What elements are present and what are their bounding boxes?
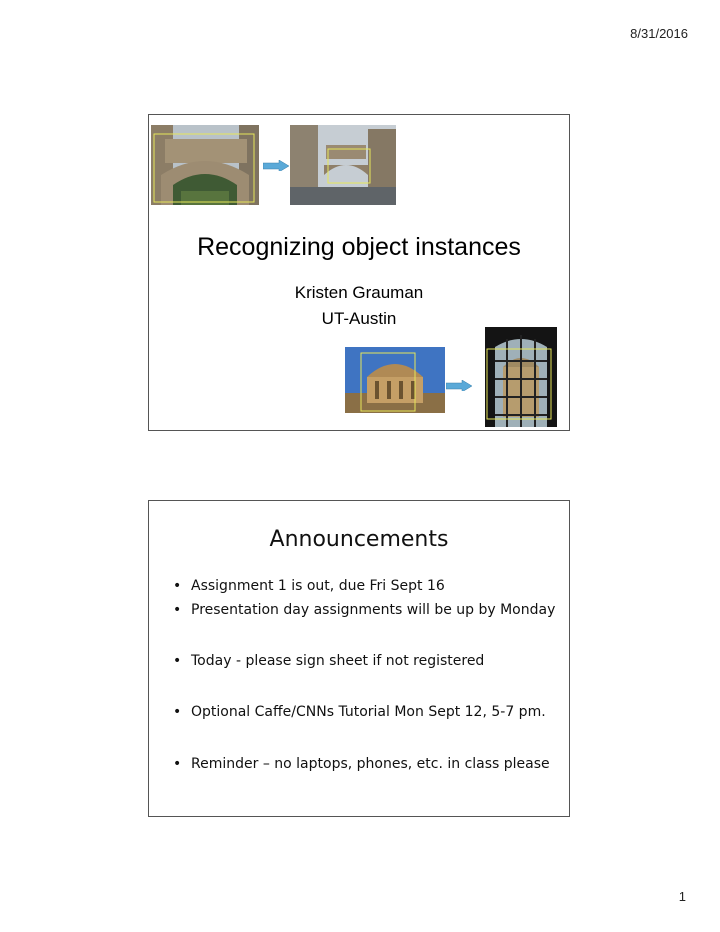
header-date: 8/31/2016 xyxy=(630,26,688,41)
slide-title xyxy=(148,114,570,431)
list-item: • Presentation day assignments will be up by Monday xyxy=(171,601,563,619)
slide-title-text: Recognizing object instances xyxy=(197,233,521,261)
list-item: • Reminder – no laptops, phones, etc. in class please xyxy=(171,755,563,773)
list-item: • Assignment 1 is out, due Fri Sept 16 xyxy=(171,577,563,595)
author-name: Kristen Grauman xyxy=(294,283,424,302)
list-item: • Today - please sign sheet if not registered xyxy=(171,652,563,670)
page-number: 1 xyxy=(678,889,686,904)
bridge-photo-closeup xyxy=(151,125,259,205)
slide-announcements xyxy=(148,500,570,817)
radcliffe-camera-photo xyxy=(345,347,445,413)
list-item: • Optional Caffe/CNNs Tutorial Mon Sept 12, 5-7 pm. xyxy=(171,703,563,721)
bridge-photo-street xyxy=(290,125,396,205)
arrow-icon xyxy=(446,379,472,391)
window-view-photo xyxy=(485,327,557,427)
affiliation: UT-Austin xyxy=(321,309,397,328)
announcements-title: Announcements xyxy=(269,527,449,552)
announcements-list xyxy=(171,577,563,773)
arrow-icon xyxy=(263,159,289,171)
